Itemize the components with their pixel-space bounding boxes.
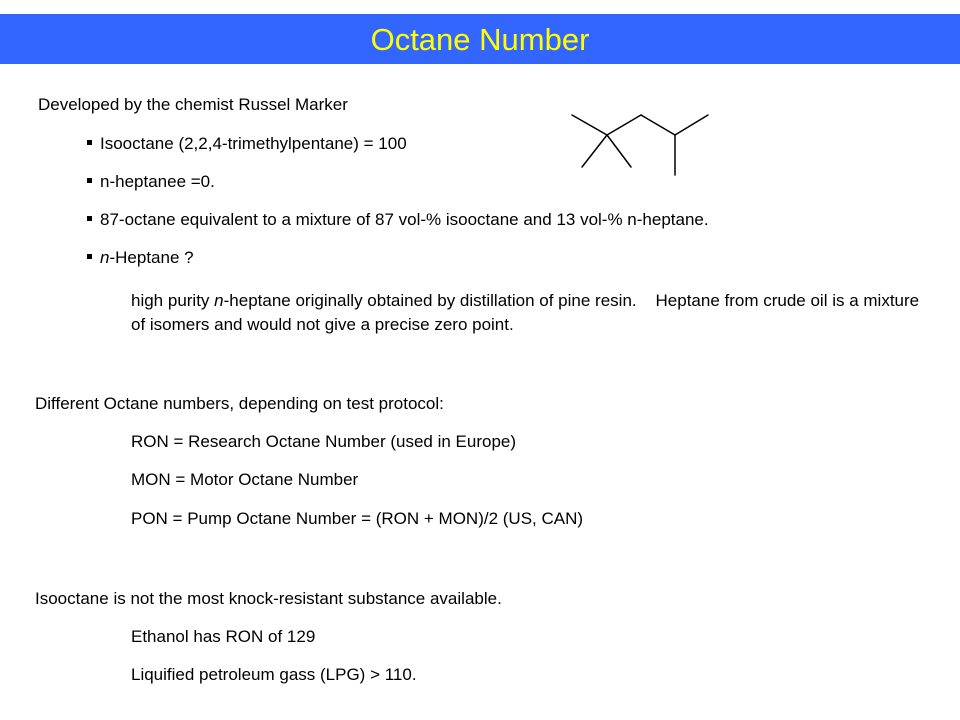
pon-definition: PON = Pump Octane Number = (RON + MON)/2 (US, CAN) [131,509,584,528]
italic-n: n [100,248,110,267]
bullet-marker [87,178,92,183]
bullet-n-heptane [100,248,194,268]
heptane-note-italic-n: n [214,291,224,310]
octane-numbers-heading: Different Octane numbers, depending on test protocol: [35,394,444,413]
intro-text: Developed by the chemist Russel Marker [38,95,348,114]
lpg-ron: Liquified petroleum gass (LPG) > 110. [131,665,417,684]
bullet-marker [87,140,92,145]
heptane-note [131,289,931,337]
heptane-note-part2: -heptane originally obtained by distillation of pine resin. Heptane from crude oil is a mixture of isomers and would not give a precise zero point. [131,291,924,334]
bullet-heptane-zero: n-heptanee =0. [100,172,215,191]
bullet-isooctane: Isooctane (2,2,4-trimethylpentane) = 100 [100,134,407,153]
bullet-87-octane: 87-octane equivalent to a mixture of 87 vol-% isooctane and 13 vol-% n-heptane. [100,210,709,229]
slide-title: Octane Number [370,21,590,57]
bond [582,135,607,167]
bullet-marker [87,216,92,221]
bond [572,115,607,135]
ethanol-ron: Ethanol has RON of 129 [131,627,316,646]
heptane-note-part1: high purity [131,291,215,310]
bond [607,115,641,135]
knock-heading: Isooctane is not the most knock-resistant substance available. [35,589,502,608]
bullet-marker [87,254,92,259]
mon-definition: MON = Motor Octane Number [131,470,359,489]
isooctane-skeletal-structure-icon [565,105,715,180]
title-bar [0,14,960,64]
bond [675,115,708,135]
n-heptane-question: -Heptane ? [109,248,194,267]
bond [641,115,675,135]
bond [607,135,631,167]
ron-definition: RON = Research Octane Number (used in Europe) [131,432,517,451]
